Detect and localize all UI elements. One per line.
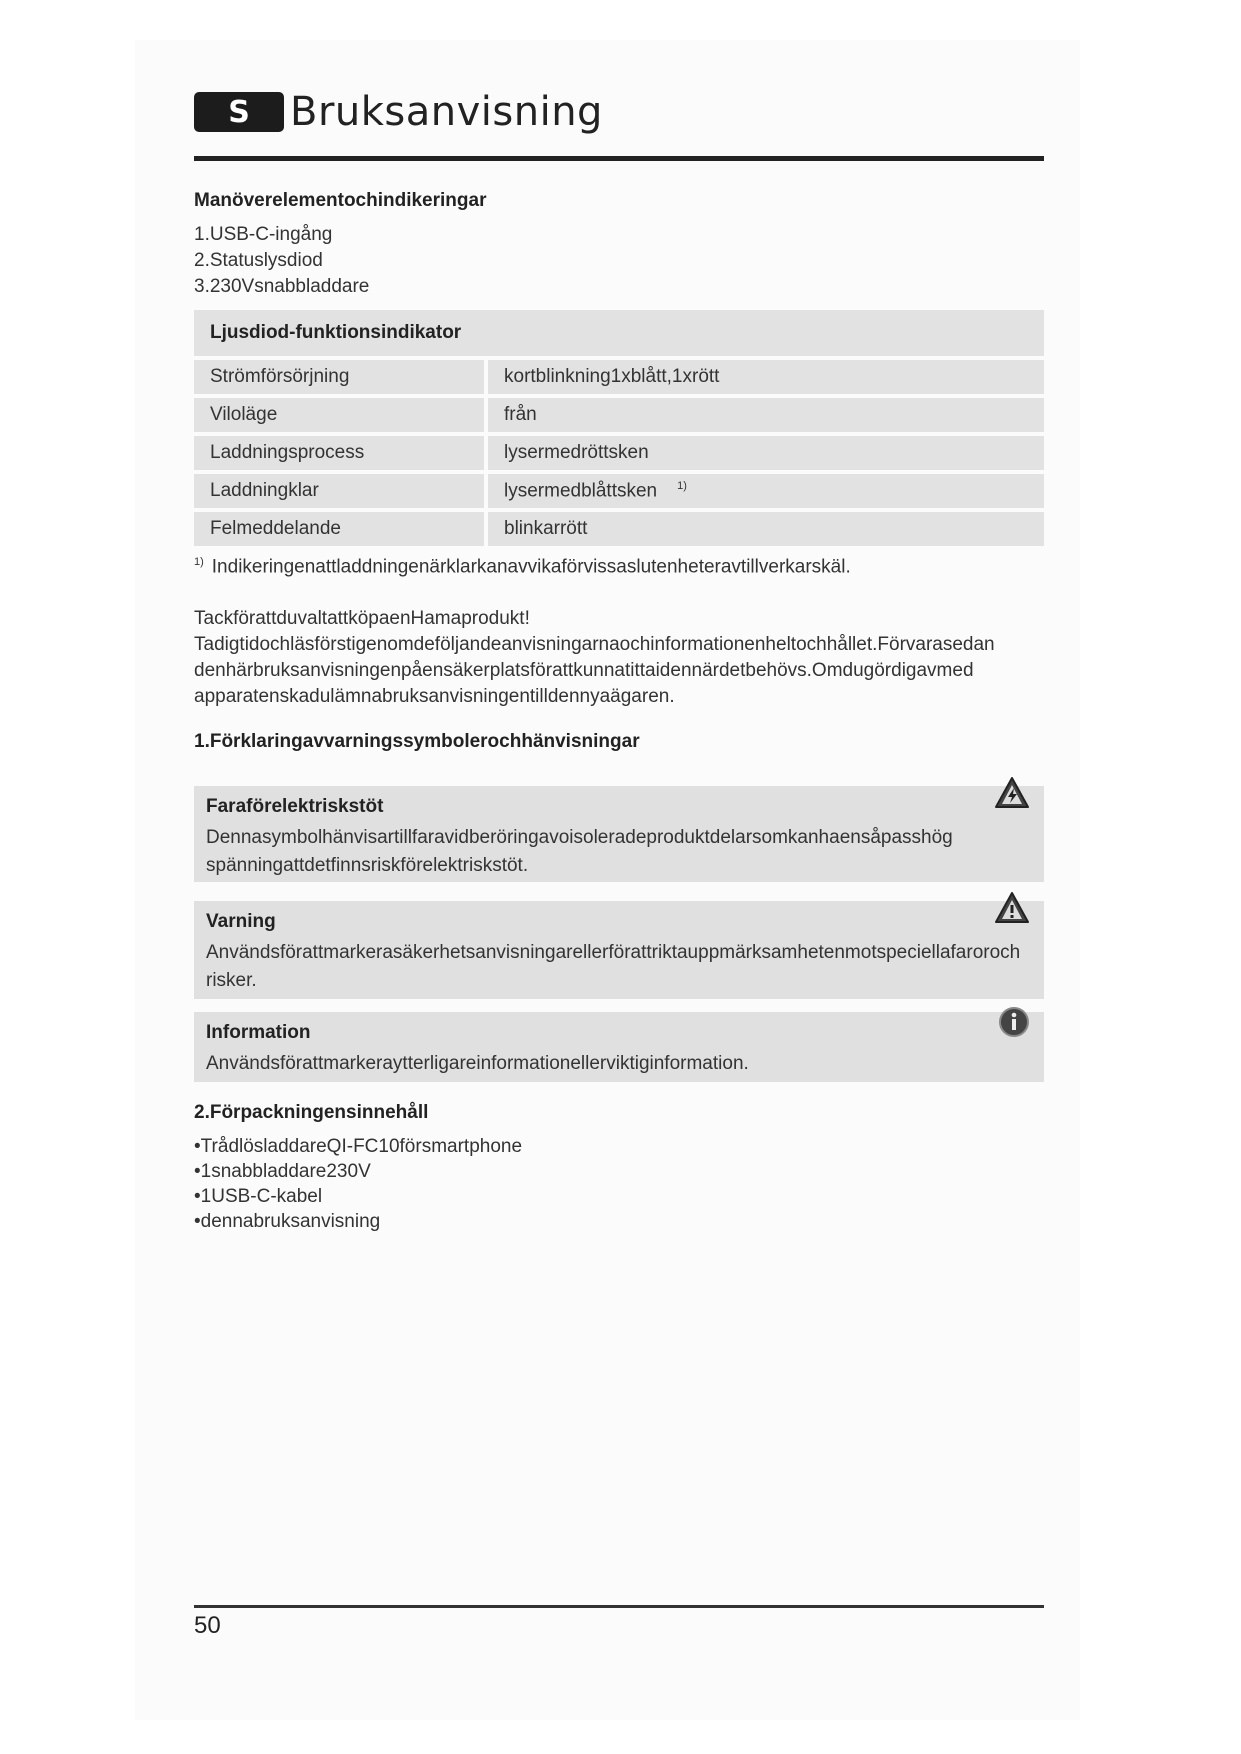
state-cell: Felmeddelande (194, 512, 488, 546)
indication-cell (488, 512, 1044, 546)
page-header (194, 90, 603, 134)
list-item: •TrådlösladdareQI-FC10försmartphone (194, 1136, 523, 1157)
list-item: 3.230Vsnabbladdare (194, 276, 370, 297)
controls-heading: Manöverelementochindikeringar (194, 190, 487, 211)
warning-icon (994, 891, 1030, 930)
state-cell: Viloläge (194, 398, 488, 432)
footer-rule (194, 1605, 1044, 1608)
info-icon (998, 1006, 1030, 1043)
section2-heading: 2.Förpackningensinnehåll (194, 1102, 429, 1123)
information-line: Användsförattmarkeraytterligareinformationellerviktiginformation. (206, 1053, 749, 1074)
table-row (194, 360, 1044, 394)
warning-line: Användsförattmarkerasäkerhetsanvisningarellerförattriktauppmärksamhetenmotspeciellafaroroch (206, 942, 1021, 963)
information-title: Information (206, 1022, 311, 1043)
table-row (194, 398, 1044, 432)
indication-text: lysermedblåttsken (504, 480, 658, 502)
indication-cell (488, 398, 1044, 432)
danger-title: Faraförelektriskstöt (206, 796, 384, 817)
section1-heading: 1.Förklaringavvarningssymbolerochhänvisningar (194, 731, 640, 752)
footnote-text: Indikeringenattladdningenärklarkanavvikaförvissaslutenheteravtillverkarskäl. (211, 556, 851, 578)
indication-text: kortblinkning1xblått,1xrött (504, 366, 720, 387)
warning-title: Varning (206, 911, 276, 932)
table-footnote (194, 556, 851, 578)
package-contents-list (194, 1134, 522, 1234)
table-row (194, 512, 1044, 546)
footnote-ref: 1) (677, 479, 687, 492)
information-box (194, 1012, 1044, 1082)
warning-line: risker. (206, 970, 257, 991)
danger-box (194, 786, 1044, 882)
list-item: •1USB-C-kabel (194, 1186, 323, 1207)
language-badge: S (194, 92, 284, 132)
list-item: 1.USB-C-ingång (194, 224, 333, 245)
intro-line: apparatenskadulämnabruksanvisningentilldennyaägaren. (194, 686, 675, 707)
list-item: 2.Statuslysdiod (194, 250, 323, 271)
danger-line: spänningattdetfinnsriskförelektriskstöt. (206, 855, 529, 876)
indication-cell (488, 360, 1044, 394)
warning-box (194, 901, 1044, 999)
controls-list (194, 222, 369, 300)
indication-cell (488, 474, 1044, 508)
indication-text: blinkarrött (504, 518, 588, 539)
table-row (194, 436, 1044, 470)
header-rule (194, 156, 1044, 161)
state-cell: Laddningklar (194, 474, 488, 508)
document-title: Bruksanvisning (290, 89, 603, 135)
list-item: •1snabbladdare230V (194, 1161, 371, 1182)
danger-line: Dennasymbolhänvisartillfaravidberöringavoisoleradeproduktdelarsomkanhaensåpasshög (206, 827, 953, 848)
state-cell: Strömförsörjning (194, 360, 488, 394)
intro-line: Tadigtidochläsförstigenomdeföljandeanvisningarnaochinformationenheltochhållet.Förvarasedan (194, 634, 995, 655)
table-heading: Ljusdiod-funktionsindikator (194, 310, 1044, 356)
indication-text: från (504, 404, 537, 425)
electric-hazard-icon (994, 776, 1030, 815)
list-item: •dennabruksanvisning (194, 1211, 381, 1232)
footnote-mark: 1) (194, 556, 204, 568)
indication-text: lysermedröttsken (504, 442, 649, 463)
indication-cell (488, 436, 1044, 470)
led-indicator-table (194, 306, 1044, 550)
intro-line: denhärbruksanvisningenpåensäkerplatsförattkunnatittaidennärdetbehövs.Omdugördigavmed (194, 660, 974, 681)
intro-paragraph (194, 606, 995, 710)
intro-thanks: TackförattduvaltattköpaenHamaprodukt! (194, 608, 530, 629)
state-cell: Laddningsprocess (194, 436, 488, 470)
table-row (194, 474, 1044, 508)
page-number: 50 (194, 1612, 221, 1639)
